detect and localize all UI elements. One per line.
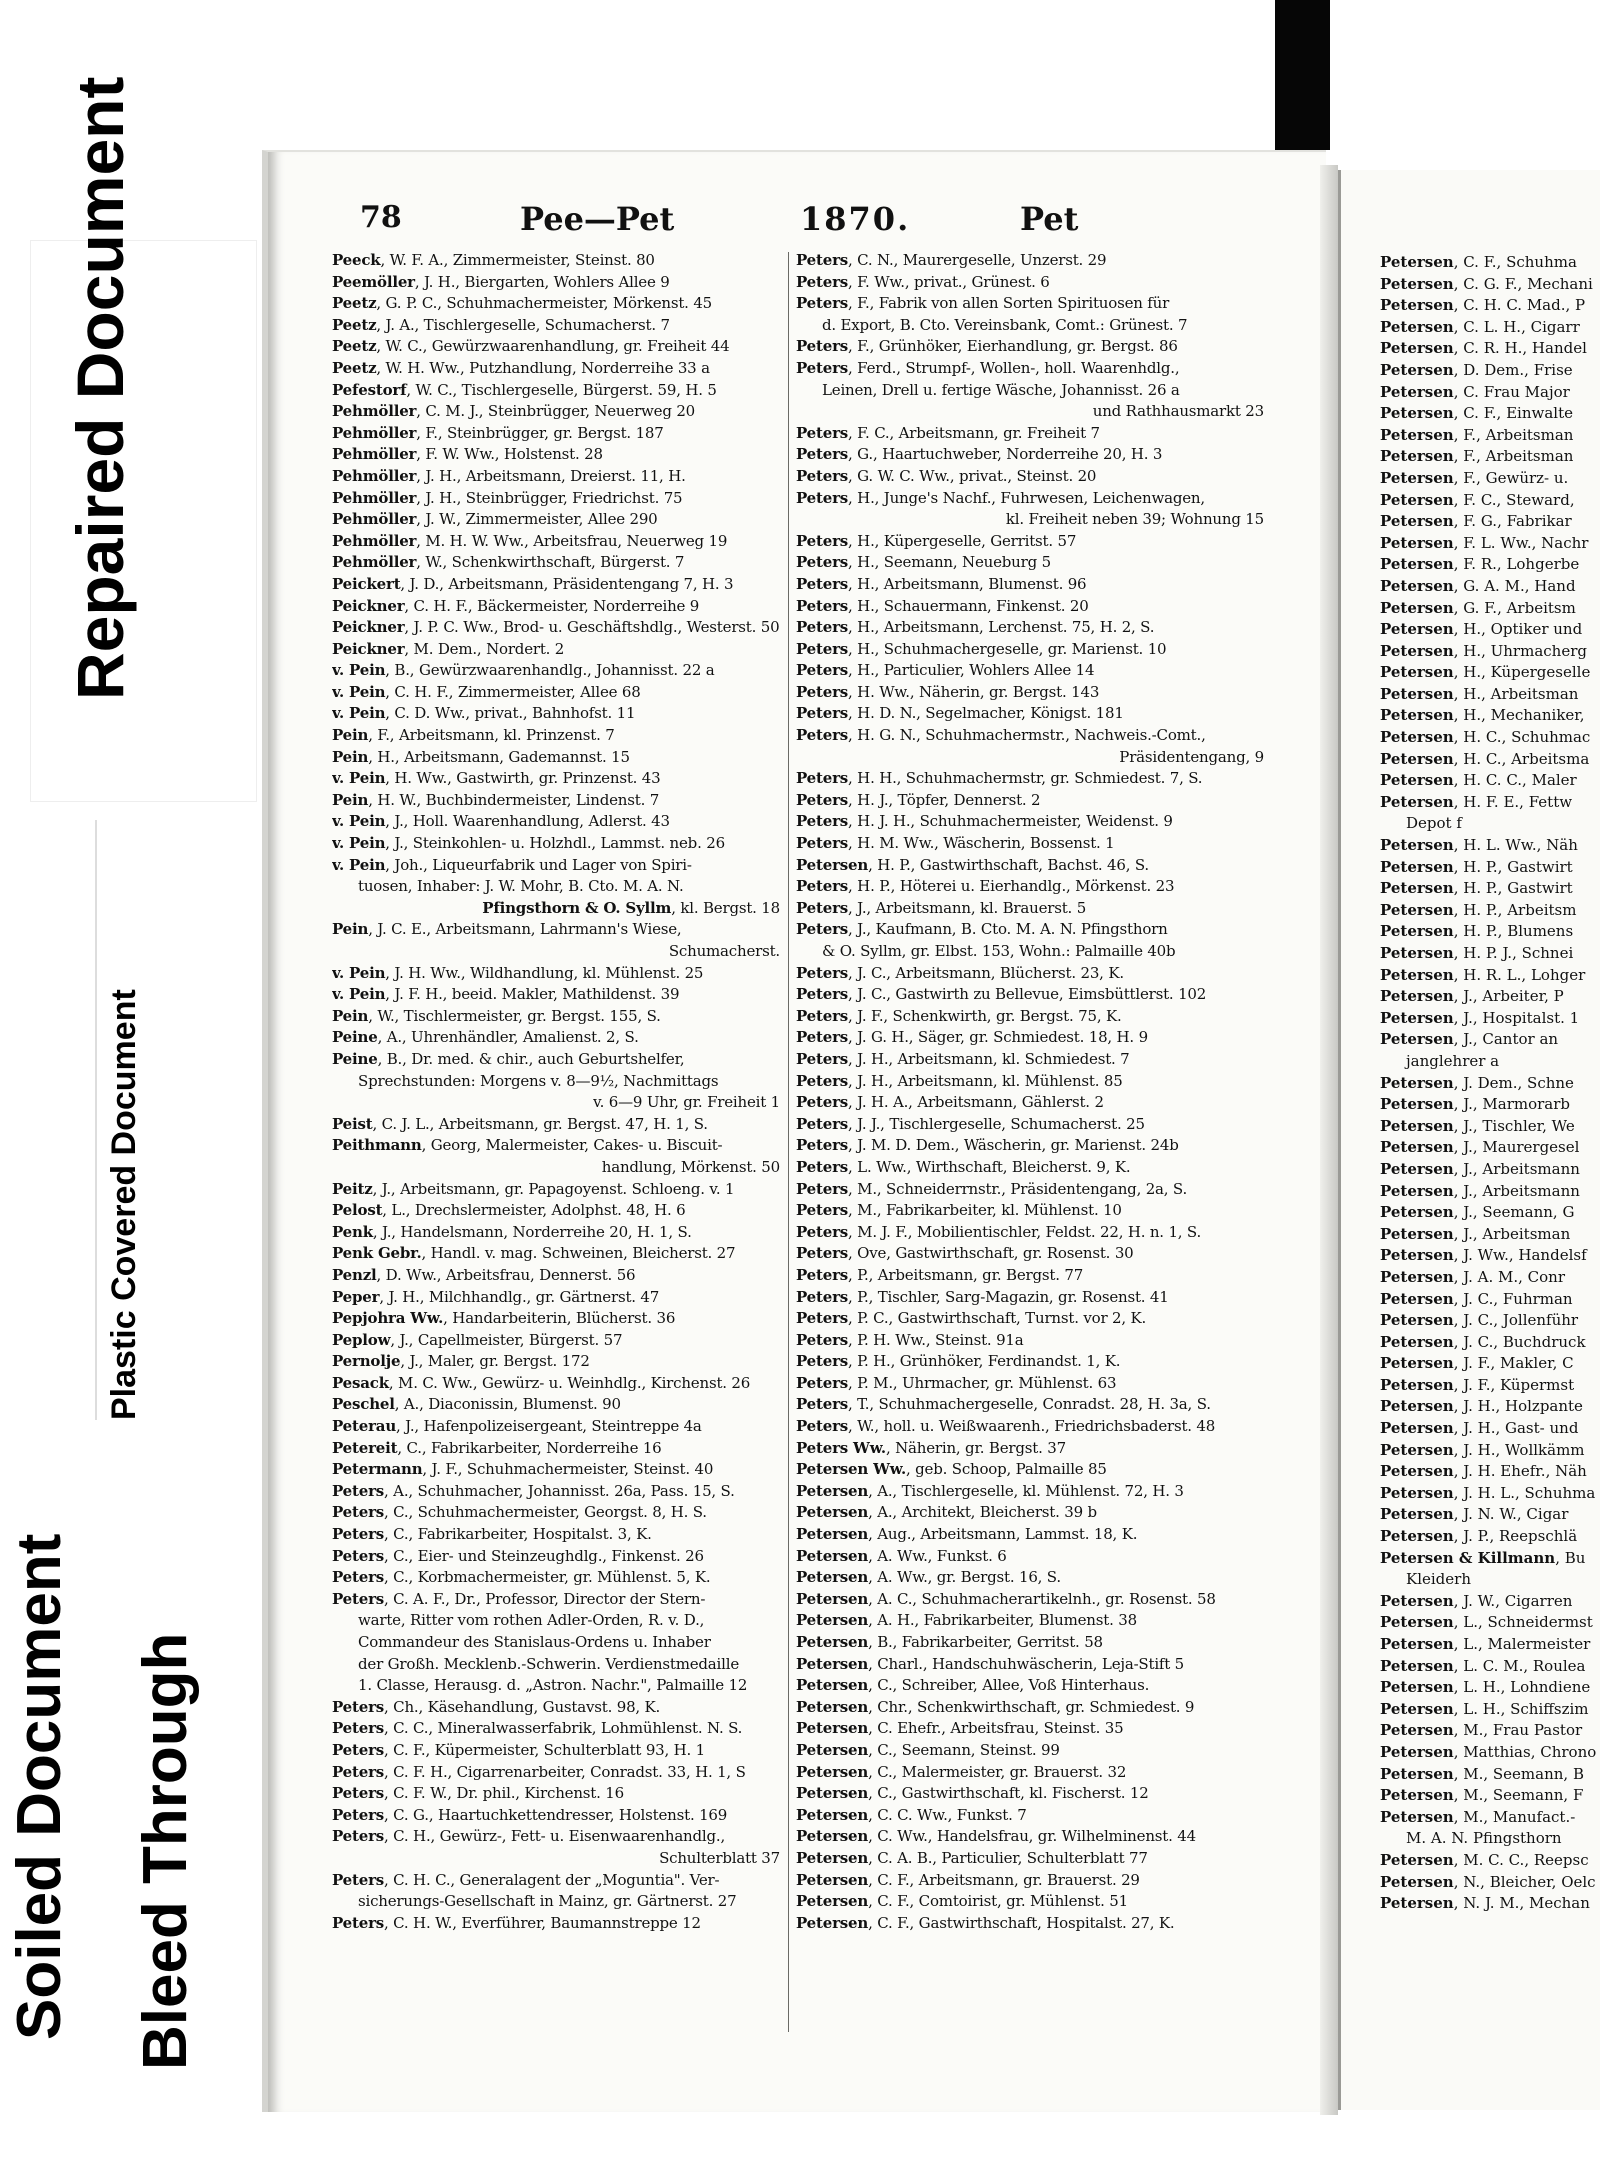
directory-entry: Petersen, F. L. Ww., Nachr bbox=[1380, 533, 1589, 552]
directory-entry: Peterau, J., Hafenpolizeisergeant, Steintreppe 4a bbox=[332, 1417, 702, 1436]
directory-entry: Petersen, A. Ww., gr. Bergst. 16, S. bbox=[796, 1568, 1061, 1587]
directory-entry: Kleiderh bbox=[1406, 1570, 1471, 1589]
directory-entry: v. Pein, C. H. F., Zimmermeister, Allee 68 bbox=[332, 682, 641, 701]
directory-entry: Peters, M. J. F., Mobilientischler, Feldst. 22, H. n. 1, S. bbox=[796, 1222, 1202, 1241]
directory-entry: Peters, F., Grünhöker, Eierhandlung, gr. Bergst. 86 bbox=[796, 337, 1178, 356]
directory-entry: Petersen, Matthias, Chrono bbox=[1380, 1742, 1597, 1761]
directory-entry: Petersen Ww., geb. Schoop, Palmaille 85 bbox=[796, 1460, 1107, 1479]
directory-entry: Peters, J. C., Arbeitsmann, Blücherst. 23, K. bbox=[796, 963, 1124, 982]
directory-entry: Petersen, H. F. E., Fettw bbox=[1380, 792, 1573, 811]
directory-entry: Petersen, M., Frau Pastor bbox=[1380, 1721, 1583, 1740]
directory-entry: Petersen, C., Schreiber, Allee, Voß Hinterhaus. bbox=[796, 1676, 1150, 1695]
left-column bbox=[332, 250, 792, 2030]
directory-entry: Peters, H., Arbeitsmann, Blumenst. 96 bbox=[796, 574, 1087, 593]
directory-entry: v. Pein, H. Ww., Gastwirth, gr. Prinzenst. 43 bbox=[332, 769, 661, 788]
directory-entry: Petersen, C. F., Arbeitsmann, gr. Brauerst. 29 bbox=[796, 1870, 1140, 1889]
directory-entry: Petereit, C., Fabrikarbeiter, Norderreihe 16 bbox=[332, 1438, 662, 1457]
directory-entry: Peters, J. J., Tischlergeselle, Schumacherst. 25 bbox=[796, 1114, 1145, 1133]
directory-entry: Penzl, D. Ww., Arbeitsfrau, Dennerst. 56 bbox=[332, 1265, 636, 1284]
directory-entry: Pein, F., Arbeitsmann, kl. Prinzenst. 7 bbox=[332, 726, 615, 745]
directory-entry: Peters, F. Ww., privat., Grünest. 6 bbox=[796, 272, 1050, 291]
directory-entry: Petersen, C. G. F., Mechani bbox=[1380, 274, 1593, 293]
directory-entry: Peickert, J. D., Arbeitsmann, Präsidentengang 7, H. 3 bbox=[332, 574, 734, 593]
directory-entry: Peters, H., Seemann, Neueburg 5 bbox=[796, 553, 1051, 572]
directory-entry: Petersen, C. A. B., Particulier, Schulterblatt 77 bbox=[796, 1848, 1148, 1867]
directory-entry: Petersen, H. L. Ww., Näh bbox=[1380, 836, 1578, 855]
directory-entry: Peters, G., Haartuchweber, Norderreihe 20, H. 3 bbox=[796, 445, 1163, 464]
directory-entry: Peters, C. G., Haartuchkettendresser, Holstenst. 169 bbox=[332, 1805, 728, 1824]
directory-entry: Peters, C., Schuhmachermeister, Georgst. 8, H. S. bbox=[332, 1503, 707, 1522]
directory-entry: Peters, G. W. C. Ww., privat., Steinst. 20 bbox=[796, 466, 1097, 485]
directory-entry: Peters, C. F., Küpermeister, Schulterblatt 93, H. 1 bbox=[332, 1740, 706, 1759]
directory-entry: Petersen, J. P., Reepschlä bbox=[1380, 1527, 1578, 1546]
directory-entry: Petersen, H. P., Arbeitsm bbox=[1380, 900, 1577, 919]
directory-entry: Peickner, M. Dem., Nordert. 2 bbox=[332, 639, 565, 658]
directory-entry: Pehmöller, F. W. Ww., Holstenst. 28 bbox=[332, 445, 603, 464]
directory-entry: d. Export, B. Cto. Vereinsbank, Comt.: Grünest. 7 bbox=[822, 315, 1188, 334]
directory-entry: Penk, J., Handelsmann, Norderreihe 20, H. 1, S. bbox=[332, 1222, 692, 1241]
directory-entry: Petersen, J. H., Holzpante bbox=[1380, 1397, 1583, 1416]
directory-entry: Petersen, A. H., Fabrikarbeiter, Blumenst. 38 bbox=[796, 1611, 1137, 1630]
directory-entry: Peters, C. F. W., Dr. phil., Kirchenst. 16 bbox=[332, 1784, 624, 1803]
directory-entry: Peetz, G. P. C., Schuhmachermeister, Mörkenst. 45 bbox=[332, 294, 713, 313]
directory-entry: Peters, C., Korbmachermeister, gr. Mühlenst. 5, K. bbox=[332, 1568, 711, 1587]
directory-entry: Petersen, L. C. M., Roulea bbox=[1380, 1656, 1586, 1675]
directory-entry: Peters, P. H. Ww., Steinst. 91a bbox=[796, 1330, 1024, 1349]
directory-entry: Sprechstunden: Morgens v. 8—9½, Nachmittags bbox=[358, 1071, 719, 1090]
page-number: 78 bbox=[360, 200, 402, 235]
directory-entry: Petersen, G. A. M., Hand bbox=[1380, 576, 1576, 595]
directory-entry: Petersen, H., Mechaniker, bbox=[1380, 706, 1585, 725]
directory-entry: Pein, H. W., Buchbindermeister, Lindenst. 7 bbox=[332, 790, 660, 809]
right-column bbox=[796, 250, 1276, 2030]
directory-entry: & O. Syllm, gr. Elbst. 153, Wohn.: Palmaille 40b bbox=[822, 942, 1176, 960]
directory-entry: Petersen, J., Hospitalst. 1 bbox=[1380, 1008, 1580, 1027]
directory-entry: Pepjohra Ww., Handarbeiterin, Blücherst. 36 bbox=[332, 1309, 676, 1328]
directory-entry: Peters, J., Kaufmann, B. Cto. M. A. N. Pfingsthorn bbox=[796, 920, 1168, 939]
header-year: 1870. bbox=[800, 200, 911, 238]
directory-entry: v. 6—9 Uhr, gr. Freiheit 1 bbox=[593, 1093, 780, 1112]
directory-entry: Pehmöller, W., Schenkwirthschaft, Bürgerst. 7 bbox=[332, 553, 685, 572]
directory-entry: Pelost, L., Drechslermeister, Adolphst. 48, H. 6 bbox=[332, 1201, 686, 1220]
directory-entry: Petersen, M., Seemann, F bbox=[1380, 1786, 1584, 1805]
directory-entry: Peters, P. H., Grünhöker, Ferdinandst. 1, K. bbox=[796, 1352, 1121, 1371]
directory-entry: Petersen, J. F., Küpermst bbox=[1380, 1375, 1575, 1394]
directory-entry: Pein, J. C. E., Arbeitsmann, Lahrmann's Wiese, bbox=[332, 920, 682, 939]
directory-entry: Peters, J. F., Schenkwirth, gr. Bergst. 75, K. bbox=[796, 1006, 1122, 1025]
directory-entry: v. Pein, Joh., Liqueurfabrik und Lager von Spiri- bbox=[332, 855, 692, 874]
directory-entry: M. A. N. Pfingsthorn bbox=[1406, 1829, 1562, 1848]
directory-entry: Petersen, B., Fabrikarbeiter, Gerritst. 58 bbox=[796, 1633, 1103, 1651]
directory-entry: Petersen, J., Arbeiter, P bbox=[1380, 987, 1564, 1006]
directory-entry: Commandeur des Stanislaus-Ordens u. Inhaber bbox=[358, 1633, 711, 1651]
directory-entry: Peters, J. H., Arbeitsmann, kl. Mühlenst. 85 bbox=[796, 1071, 1123, 1090]
directory-entry: Peters, T., Schuhmachergeselle, Conradst. 28, H. 3a, S. bbox=[796, 1395, 1211, 1414]
directory-entry: janglehrer a bbox=[1406, 1051, 1500, 1070]
directory-entry: Petersen, C. Frau Major bbox=[1380, 382, 1570, 401]
directory-entry: Petersen, N. J. M., Mechan bbox=[1380, 1894, 1590, 1913]
directory-entry: Petersen, H. P., Gastwirt bbox=[1380, 879, 1573, 898]
directory-entry: und Rathhausmarkt 23 bbox=[1092, 402, 1264, 421]
directory-entry: Petersen, J., Arbeitsman bbox=[1380, 1224, 1571, 1243]
directory-entry: Petersen, J. A. M., Conr bbox=[1380, 1267, 1565, 1286]
directory-entry: Peters Ww., Näherin, gr. Bergst. 37 bbox=[796, 1438, 1066, 1457]
directory-entry: Petersen, H. R. L., Lohger bbox=[1380, 965, 1586, 984]
directory-entry: Petersen, J. H. Ehefr., Näh bbox=[1380, 1462, 1587, 1481]
directory-entry: Peine, A., Uhrenhändler, Amalienst. 2, S. bbox=[332, 1028, 639, 1047]
directory-entry: Peters, H. P., Höterei u. Eierhandlg., Mörkenst. 23 bbox=[796, 877, 1175, 896]
directory-entry: Peters, C. A. F., Dr., Professor, Director der Stern- bbox=[332, 1589, 706, 1608]
directory-entry: v. Pein, J., Holl. Waarenhandlung, Adlerst. 43 bbox=[332, 812, 670, 831]
directory-entry: Peters, C. H. C., Generalagent der „Moguntia". Ver- bbox=[332, 1870, 720, 1889]
directory-entry: Petersen, F., Gewürz- u. bbox=[1380, 468, 1569, 487]
directory-entry: Petersen, C. R. H., Handel bbox=[1380, 339, 1587, 358]
directory-entry: Schumacherst. bbox=[668, 942, 780, 960]
directory-entry: Petersen, H. P. J., Schnei bbox=[1380, 944, 1574, 962]
directory-entry: Petersen, J. H. L., Schuhma bbox=[1380, 1483, 1596, 1502]
directory-entry: Peeck, W. F. A., Zimmermeister, Steinst. 80 bbox=[332, 251, 655, 269]
directory-entry: Petersen, J., Arbeitsmann bbox=[1380, 1181, 1580, 1200]
directory-entry: Petersen, A., Architekt, Bleicherst. 39 b bbox=[796, 1503, 1097, 1522]
directory-entry: Peist, C. J. L., Arbeitsmann, gr. Bergst. 47, H. 1, S. bbox=[332, 1114, 708, 1133]
directory-entry: Peters, Ch., Käsehandlung, Gustavst. 98, K. bbox=[332, 1697, 661, 1716]
next-page-column bbox=[1380, 252, 1600, 2032]
directory-entry: Petersen, J. Dem., Schne bbox=[1380, 1073, 1574, 1092]
directory-entry: Petersen, J. C., Buchdruck bbox=[1380, 1332, 1586, 1351]
directory-entry: Peetz, W. C., Gewürzwaarenhandlung, gr. Freiheit 44 bbox=[332, 337, 730, 356]
directory-entry: Peters, P. C., Gastwirthschaft, Turnst. vor 2, K. bbox=[796, 1309, 1147, 1328]
directory-entry: Petersen, N., Bleicher, Oelc bbox=[1380, 1872, 1596, 1891]
directory-entry: Petersen, F. R., Lohgerbe bbox=[1380, 555, 1580, 574]
directory-entry: Peters, P., Tischler, Sarg-Magazin, gr. Rosenst. 41 bbox=[796, 1287, 1169, 1306]
directory-entry: 1. Classe, Herausg. d. „Astron. Nachr.", Palmaille 12 bbox=[358, 1676, 748, 1695]
directory-entry: Petersen, C. F., Schuhma bbox=[1380, 253, 1577, 271]
directory-entry: Petersen, C. Ehefr., Arbeitsfrau, Steinst. 35 bbox=[796, 1719, 1124, 1738]
directory-entry: Petersen, C., Seemann, Steinst. 99 bbox=[796, 1740, 1060, 1759]
directory-entry: Peters, H. J., Töpfer, Dennerst. 2 bbox=[796, 790, 1041, 809]
directory-entry: Petersen, Chr., Schenkwirthschaft, gr. Schmiedest. 9 bbox=[796, 1697, 1195, 1716]
directory-entry: Peters, H. Ww., Näherin, gr. Bergst. 143 bbox=[796, 682, 1100, 701]
directory-entry: Petersen, H., Uhrmacherg bbox=[1380, 641, 1587, 660]
directory-entry: v. Pein, J., Steinkohlen- u. Holzhdl., Lammst. neb. 26 bbox=[332, 834, 725, 853]
directory-entry: Peters, P., Arbeitsmann, gr. Bergst. 77 bbox=[796, 1265, 1084, 1284]
directory-entry: Petersen, J. W., Cigarren bbox=[1380, 1591, 1573, 1610]
directory-entry: Petersen, J., Seemann, G bbox=[1380, 1203, 1575, 1222]
directory-entry: Pein, H., Arbeitsmann, Gademannst. 15 bbox=[332, 747, 630, 766]
directory-entry: Peters, H., Arbeitsmann, Lerchenst. 75, H. 2, S. bbox=[796, 618, 1155, 637]
directory-entry: Petersen, M., Seemann, B bbox=[1380, 1764, 1584, 1783]
directory-entry: Petermann, J. F., Schuhmachermeister, Steinst. 40 bbox=[332, 1460, 714, 1479]
directory-entry: Petersen, A., Tischlergeselle, kl. Mühlenst. 72, H. 3 bbox=[796, 1481, 1184, 1500]
directory-entry: Peters, J. G. H., Säger, gr. Schmiedest. 18, H. 9 bbox=[796, 1028, 1148, 1047]
directory-entry: Depot f bbox=[1406, 814, 1462, 833]
directory-entry: warte, Ritter vom rothen Adler-Orden, R. v. D., bbox=[358, 1611, 705, 1630]
directory-entry: Peters, F. C., Arbeitsmann, gr. Freiheit 7 bbox=[796, 423, 1100, 442]
directory-entry: v. Pein, J. H. Ww., Wildhandlung, kl. Mühlenst. 25 bbox=[332, 963, 704, 982]
directory-entry: Petersen, J. H., Wollkämm bbox=[1380, 1440, 1585, 1459]
directory-entry: Pein, W., Tischlermeister, gr. Bergst. 155, S. bbox=[332, 1006, 661, 1025]
directory-entry: Peters, J. M. D. Dem., Wäscherin, gr. Marienst. 24b bbox=[796, 1136, 1179, 1155]
directory-entry: Pehmöller, M. H. W. Ww., Arbeitsfrau, Neuerweg 19 bbox=[332, 531, 728, 550]
directory-entry: Petersen, D. Dem., Frise bbox=[1380, 360, 1573, 379]
directory-entry: Peters, C., Eier- und Steinzeughdlg., Finkenst. 26 bbox=[332, 1546, 704, 1565]
column-divider bbox=[788, 252, 789, 2032]
directory-entry: Pehmöller, J. H., Arbeitsmann, Dreierst. 11, H. bbox=[332, 466, 686, 485]
directory-entry: Pehmöller, J. W., Zimmermeister, Allee 290 bbox=[332, 510, 658, 529]
directory-entry: Peters, H. G. N., Schuhmachermstr., Nachweis.-Comt., bbox=[796, 726, 1206, 745]
directory-entry: Petersen, C. H. C. Mad., P bbox=[1380, 296, 1586, 315]
directory-entry: Peters, C. H. W., Everführer, Baumannstreppe 12 bbox=[332, 1913, 701, 1932]
directory-entry: Petersen, J., Cantor an bbox=[1380, 1030, 1559, 1049]
directory-entry: Petersen, H. C., Arbeitsma bbox=[1380, 749, 1590, 768]
directory-entry: Petersen, C. L. H., Cigarr bbox=[1380, 317, 1580, 336]
directory-entry: Petersen, H. P., Blumens bbox=[1380, 922, 1574, 941]
directory-entry: Petersen, J. N. W., Cigar bbox=[1380, 1505, 1569, 1524]
directory-entry: Peters, Ferd., Strumpf-, Wollen-, holl. Waarenhdlg., bbox=[796, 358, 1180, 377]
directory-entry: Peters, A., Schuhmacher, Johannisst. 26a, Pass. 15, S. bbox=[332, 1481, 735, 1500]
directory-entry: Petersen, A. Ww., Funkst. 6 bbox=[796, 1546, 1007, 1565]
directory-entry: Petersen, F. G., Fabrikar bbox=[1380, 512, 1572, 531]
directory-entry: Petersen, F. C., Steward, bbox=[1380, 490, 1575, 509]
directory-entry: Petersen, G. F., Arbeitsm bbox=[1380, 598, 1576, 617]
directory-entry: Pehmöller, C. M. J., Steinbrügger, Neuerweg 20 bbox=[332, 402, 696, 421]
soiled-document-label: Soiled Document bbox=[5, 1533, 74, 2040]
directory-entry: Petersen, Charl., Handschuhwäscherin, Leja-Stift 5 bbox=[796, 1654, 1185, 1673]
directory-entry: Peters, C. H., Gewürz-, Fett- u. Eisenwaarenhandlg., bbox=[332, 1827, 726, 1846]
directory-entry: Petersen, J. H., Gast- und bbox=[1380, 1419, 1579, 1438]
directory-entry: Peters, L. Ww., Wirthschaft, Bleicherst. 9, K. bbox=[796, 1157, 1131, 1176]
directory-entry: Petersen & Killmann, Bu bbox=[1380, 1548, 1586, 1567]
directory-entry: Peper, J. H., Milchhandlg., gr. Gärtnerst. 47 bbox=[332, 1287, 660, 1306]
directory-entry: Petersen, M. C. C., Reepsc bbox=[1380, 1850, 1589, 1869]
directory-entry: Penk Gebr., Handl. v. mag. Schweinen, Bleicherst. 27 bbox=[332, 1244, 736, 1263]
directory-entry: Petersen, M., Manufact.- bbox=[1380, 1807, 1576, 1826]
directory-entry: Petersen, C. F., Comtoirist, gr. Mühlenst. 51 bbox=[796, 1892, 1128, 1911]
directory-entry: Petersen, J., Tischler, We bbox=[1380, 1116, 1575, 1135]
directory-entry: Petersen, H., Küpergeselle bbox=[1380, 663, 1591, 682]
directory-entry: Peters, W., holl. u. Weißwaarenh., Friedrichsbaderst. 48 bbox=[796, 1417, 1216, 1436]
directory-entry: Petersen, C., Gastwirthschaft, kl. Fischerst. 12 bbox=[796, 1784, 1149, 1803]
directory-entry: v. Pein, C. D. Ww., privat., Bahnhofst. 11 bbox=[332, 704, 636, 723]
directory-entry: Petersen, A. C., Schuhmacherartikelnh., gr. Rosenst. 58 bbox=[796, 1589, 1216, 1608]
directory-entry: Petersen, H. P., Gastwirthschaft, Bachst. 46, S. bbox=[796, 855, 1149, 874]
directory-entry: Pehmöller, J. H., Steinbrügger, Friedrichst. 75 bbox=[332, 488, 683, 507]
directory-entry: Peitz, J., Arbeitsmann, gr. Papagoyenst. Schloeng. v. 1 bbox=[332, 1179, 735, 1198]
directory-entry: Peters, C., Fabrikarbeiter, Hospitalst. 3, K. bbox=[332, 1525, 652, 1544]
directory-entry: Petersen, C., Malermeister, gr. Brauerst. 32 bbox=[796, 1762, 1127, 1781]
directory-entry: Pesack, M. C. Ww., Gewürz- u. Weinhdlg., Kirchenst. 26 bbox=[332, 1373, 751, 1392]
directory-entry: Petersen, H., Arbeitsman bbox=[1380, 684, 1579, 703]
directory-entry: Petersen, H. P., Gastwirt bbox=[1380, 857, 1573, 876]
directory-entry: Peters, H. M. Ww., Wäscherin, Bossenst. 1 bbox=[796, 834, 1115, 853]
directory-entry: Pefestorf, W. C., Tischlergeselle, Bürgerst. 59, H. 5 bbox=[332, 380, 717, 399]
directory-entry: Peters, H. D. N., Segelmacher, Königst. 181 bbox=[796, 704, 1124, 723]
directory-entry: Pehmöller, F., Steinbrügger, gr. Bergst. 187 bbox=[332, 423, 664, 442]
directory-entry: Petersen, L., Malermeister bbox=[1380, 1635, 1591, 1653]
directory-entry: Peters, M., Schneiderrnstr., Präsidentengang, 2a, S. bbox=[796, 1179, 1188, 1198]
directory-entry: Peithmann, Georg, Malermeister, Cakes- u. Biscuit- bbox=[332, 1136, 723, 1155]
directory-entry: Peters, Ove, Gastwirthschaft, gr. Rosenst. 30 bbox=[796, 1244, 1134, 1263]
directory-entry: Petersen, J., Marmorarb bbox=[1380, 1095, 1571, 1114]
directory-entry: Peters, C. N., Maurergeselle, Unzerst. 29 bbox=[796, 251, 1107, 269]
directory-entry: Petersen, C. F., Einwalte bbox=[1380, 404, 1573, 423]
page-header bbox=[360, 200, 1300, 250]
directory-entry: Petersen, L. H., Lohndiene bbox=[1380, 1678, 1591, 1697]
black-strip bbox=[1275, 0, 1330, 150]
bleed-through-label: Bleed Through bbox=[131, 1632, 200, 2070]
directory-entry: Petersen, J. C., Jollenführ bbox=[1380, 1311, 1579, 1330]
directory-entry: Petersen, H., Optiker und bbox=[1380, 620, 1583, 639]
page-gutter bbox=[1320, 165, 1338, 2115]
directory-entry: Petersen, F., Arbeitsman bbox=[1380, 425, 1574, 444]
directory-entry: Petersen, L. H., Schiffszim bbox=[1380, 1699, 1589, 1718]
header-right: Pet bbox=[1020, 200, 1079, 238]
directory-entry: Peters, F., Fabrik von allen Sorten Spirituosen für bbox=[796, 294, 1170, 313]
repaired-document-label: Repaired Document bbox=[63, 76, 137, 700]
directory-entry: Peters, M., Fabrikarbeiter, kl. Mühlenst. 10 bbox=[796, 1201, 1122, 1220]
directory-entry: v. Pein, J. F. H., beeid. Makler, Mathildenst. 39 bbox=[332, 985, 680, 1004]
directory-entry: Petersen, C. Ww., Handelsfrau, gr. Wilhelminenst. 44 bbox=[796, 1827, 1196, 1846]
directory-entry: Peters, J., Arbeitsmann, kl. Brauerst. 5 bbox=[796, 898, 1087, 917]
directory-entry: Petersen, H. C. C., Maler bbox=[1380, 771, 1577, 790]
directory-entry: Peine, B., Dr. med. & chir., auch Geburtshelfer, bbox=[332, 1049, 685, 1068]
directory-entry: Peters, H. J. H., Schuhmachermeister, Weidenst. 9 bbox=[796, 812, 1173, 831]
directory-entry: Petersen, J. F., Makler, C bbox=[1380, 1354, 1574, 1373]
directory-entry: v. Pein, B., Gewürzwaarenhandlg., Johannisst. 22 a bbox=[332, 661, 715, 680]
directory-entry: Peters, J. H., Arbeitsmann, kl. Schmiedest. 7 bbox=[796, 1049, 1130, 1068]
directory-entry: Petersen, J. Ww., Handelsf bbox=[1380, 1246, 1587, 1265]
header-range: Pee—Pet bbox=[520, 200, 675, 238]
directory-entry: Peters, J. H. A., Arbeitsmann, Gählerst. 2 bbox=[796, 1093, 1104, 1112]
directory-entry: Petersen, H. C., Schuhmac bbox=[1380, 728, 1591, 747]
directory-entry: tuosen, Inhaber: J. W. Mohr, B. Cto. M. A. N. bbox=[358, 877, 684, 896]
directory-entry: Peters, H., Junge's Nachf., Fuhrwesen, Leichenwagen, bbox=[796, 488, 1205, 507]
directory-entry: Petersen, L., Schneidermst bbox=[1380, 1613, 1593, 1632]
directory-entry: Peplow, J., Capellmeister, Bürgerst. 57 bbox=[332, 1330, 623, 1349]
directory-entry: Petersen, J. C., Fuhrman bbox=[1380, 1289, 1573, 1308]
directory-entry: Schulterblatt 37 bbox=[659, 1848, 780, 1867]
directory-entry: Peters, C. C., Mineralwasserfabrik, Lohmühlenst. N. S. bbox=[332, 1719, 743, 1738]
directory-entry: handlung, Mörkenst. 50 bbox=[601, 1157, 780, 1176]
directory-entry: Pernolje, J., Maler, gr. Bergst. 172 bbox=[332, 1352, 590, 1371]
directory-entry: Peschel, A., Diaconissin, Blumenst. 90 bbox=[332, 1395, 621, 1414]
directory-entry: Petersen, F., Arbeitsman bbox=[1380, 447, 1574, 466]
directory-entry: Petersen, C. C. Ww., Funkst. 7 bbox=[796, 1805, 1027, 1824]
directory-entry: Leinen, Drell u. fertige Wäsche, Johannisst. 26 a bbox=[822, 380, 1180, 399]
directory-entry: Peters, C. F. H., Cigarrenarbeiter, Conradst. 33, H. 1, S bbox=[332, 1762, 746, 1781]
directory-entry: Petersen, J., Maurergesel bbox=[1380, 1138, 1580, 1157]
directory-entry: Peemöller, J. H., Biergarten, Wohlers Allee 9 bbox=[332, 272, 670, 291]
directory-entry: Peters, H., Particulier, Wohlers Allee 14 bbox=[796, 661, 1095, 680]
directory-entry: Peetz, W. H. Ww., Putzhandlung, Norderreihe 33 a bbox=[332, 358, 710, 377]
directory-entry: Pfingsthorn & O. Syllm, kl. Bergst. 18 bbox=[482, 898, 780, 917]
directory-entry: Peetz, J. A., Tischlergeselle, Schumacherst. 7 bbox=[332, 315, 670, 334]
directory-entry: Peters, H., Küpergeselle, Gerritst. 57 bbox=[796, 531, 1077, 550]
directory-entry: Peters, H. H., Schuhmachermstr, gr. Schmiedest. 7, S. bbox=[796, 769, 1203, 788]
directory-entry: Petersen, C. F., Gastwirthschaft, Hospitalst. 27, K. bbox=[796, 1913, 1175, 1932]
directory-entry: sicherungs-Gesellschaft in Mainz, gr. Gärtnerst. 27 bbox=[358, 1892, 737, 1911]
directory-entry: kl. Freiheit neben 39; Wohnung 15 bbox=[1005, 510, 1264, 529]
directory-entry: der Großh. Mecklenb.-Schwerin. Verdienstmedaille bbox=[358, 1654, 740, 1673]
directory-entry: Peters, H., Schauermann, Finkenst. 20 bbox=[796, 596, 1089, 615]
directory-entry: Petersen, J., Arbeitsmann bbox=[1380, 1159, 1580, 1178]
directory-entry: Peickner, C. H. F., Bäckermeister, Norderreihe 9 bbox=[332, 596, 700, 615]
directory-entry: Peters, H., Schuhmachergeselle, gr. Marienst. 10 bbox=[796, 639, 1167, 658]
directory-entry: Petersen, Aug., Arbeitsmann, Lammst. 18, K. bbox=[796, 1525, 1138, 1544]
plastic-covered-label: Plastic Covered Document bbox=[105, 989, 143, 1420]
directory-entry: Peickner, J. P. C. Ww., Brod- u. Geschäftshdlg., Westerst. 50 bbox=[332, 618, 780, 637]
directory-entry: Peters, P. M., Uhrmacher, gr. Mühlenst. 63 bbox=[796, 1373, 1117, 1392]
directory-entry: Präsidentengang, 9 bbox=[1119, 747, 1264, 766]
directory-entry: Peters, J. C., Gastwirth zu Bellevue, Eimsbüttlerst. 102 bbox=[796, 985, 1207, 1004]
